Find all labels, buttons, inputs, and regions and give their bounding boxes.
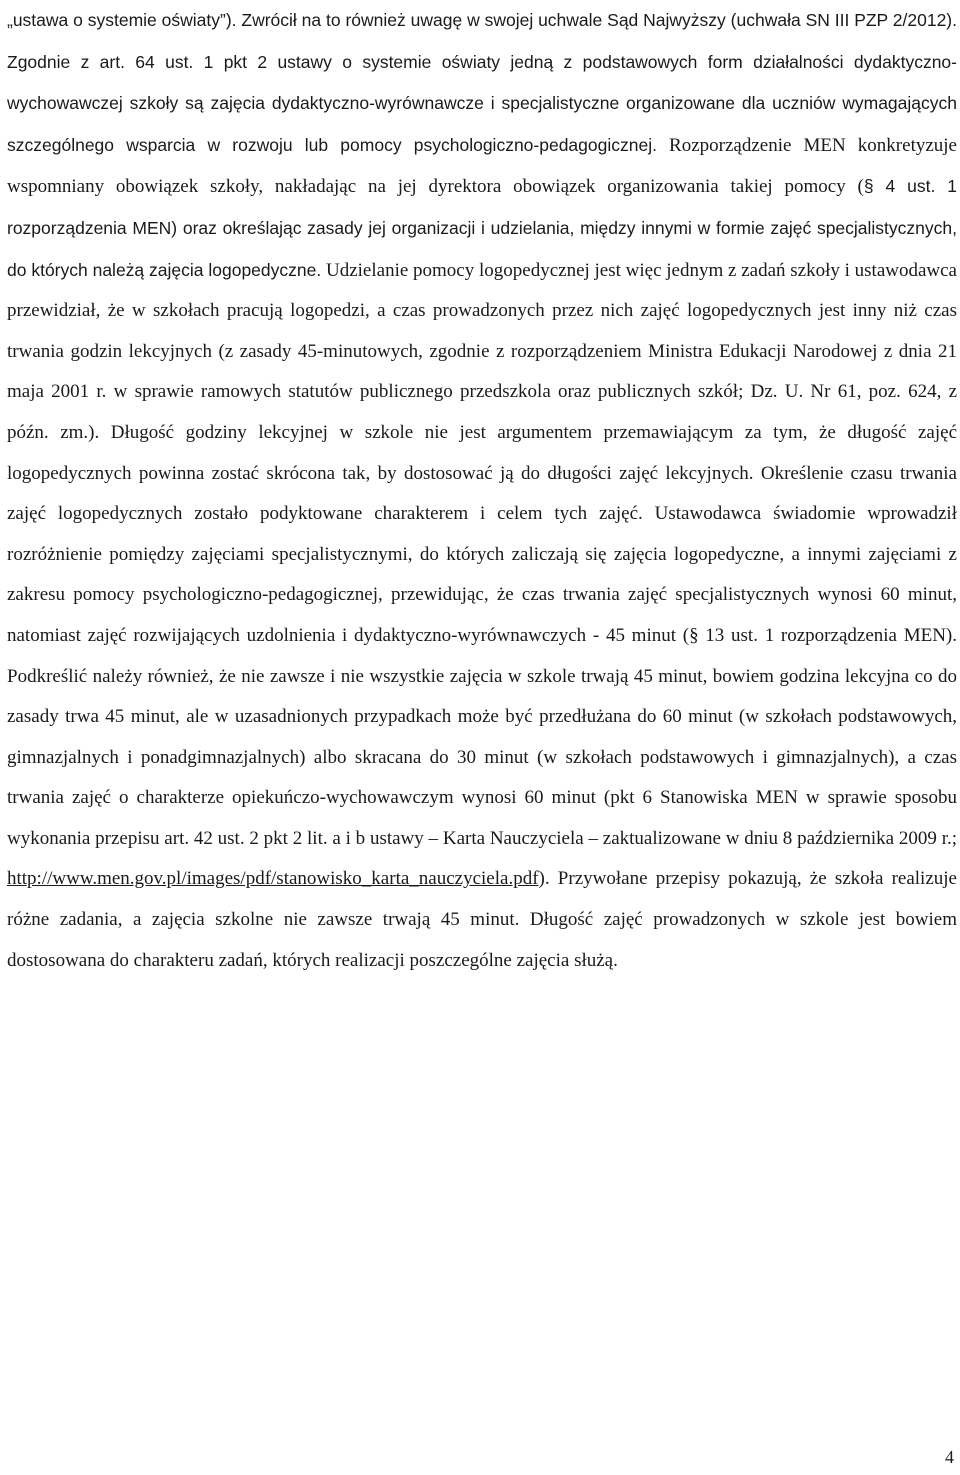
paragraph-segment-2: Rozporządzenie MEN konkretyzuje wspomniany obowiązek szkoły, nakładając na jej dyrektora obowiązek organizowania takiej pomocy ( bbox=[7, 134, 957, 198]
paragraph-segment-sans-3: § 4 ust. 1 rozporządzenia MEN) oraz określając zasady jej organizacji i udzielania, między innymi w formie zajęć specjalistycznych, do których należą zajęcia logopedyczne. bbox=[7, 176, 957, 280]
page-number: 4 bbox=[945, 1447, 954, 1467]
paragraph-segment-4: Udzielanie pomocy logopedycznej jest więc jednym z zadań szkoły i ustawodawca przewidział, że w szkołach pracują logopedzi, a czas prowadzonych przez nich zajęć logopedycznych jest inny niż czas trwania godzin lekcyjnych (z zasady 45-minutowych, zgodnie z rozporządzeniem Ministra Edukacji Narodowej z dnia 21 maja 2001 r. w sprawie ramowych statutów publicznego przedszkola oraz publicznych szkół; Dz. U. Nr 61, poz. 624, z późn. zm.). Długość godziny lekcyjnej w szkole nie jest argumentem przemawiającym za tym, że długość zajęć logopedycznych powinna zostać skrócona tak, by dostosować ją do długości zajęć lekcyjnych. Określenie czasu trwania zajęć logopedycznych zostało podyktowane charakterem i celem tych zajęć. Ustawodawca świadomie wprowadził rozróżnienie pomiędzy zajęciami specjalistycznymi, do których zaliczają się zajęcia logopedyczne, a innymi zajęciami z zakresu pomocy psychologiczno-pedagogicznej, przewidując, że czas trwania zajęć specjalistycznych wynosi 60 minut, natomiast zajęć rozwijających uzdolnienia i dydaktyczno-wyrównawczych - 45 minut (§ 13 ust. 1 rozporządzenia MEN). Podkreślić należy również, że nie zawsze i nie wszystkie zajęcia w szkole trwają 45 minut, bowiem godzina lekcyjna co do zasady trwa 45 minut, ale w uzasadnionych przypadkach może być przedłużana do 60 minut (w szkołach podstawowych, gimnazjalnych i ponadgimnazjalnych) albo skracana do 30 minut (w szkołach podstawowych i gimnazjalnych), a czas trwania zajęć o charakterze opiekuńczo-wychowawczym wynosi 60 minut (pkt 6 Stanowiska MEN w sprawie sposobu wykonania przepisu art. 42 ust. 2 pkt 2 lit. a i b ustawy – Karta Nauczyciela – zaktualizowane w dniu 8 października 2009 r.; bbox=[7, 259, 957, 849]
men-stanowisko-link[interactable]: http://www.men.gov.pl/images/pdf/stanowisko_karta_nauczyciela.pdf bbox=[7, 868, 539, 890]
paragraph-segment-5: ). Przywołane przepisy pokazują, że szkoła realizuje różne zadania, a zajęcia szkolne nie zawsze trwają 45 minut. Długość zajęć prowadzonych w szkole jest bowiem dostosowana do charakteru zadań, których realizacji poszczególne zajęcia służą. bbox=[7, 868, 957, 971]
body-paragraph bbox=[7, 0, 957, 981]
paragraph-segment-sans-1: „ustawa o systemie oświaty”). Zwrócił na to również uwagę w swojej uchwale Sąd Najwyższy (uchwała SN III PZP 2/2012). Zgodnie z art. 64 ust. 1 pkt 2 ustawy o systemie oświaty jedną z podstawowych form działalności dydaktyczno-wychowawczej szkoły są zajęcia dydaktyczno-wyrównawcze i specjalistyczne organizowane dla uczniów wymagających szczególnego wsparcia w rozwoju lub pomocy psychologiczno-pedagogicznej. bbox=[7, 10, 957, 155]
